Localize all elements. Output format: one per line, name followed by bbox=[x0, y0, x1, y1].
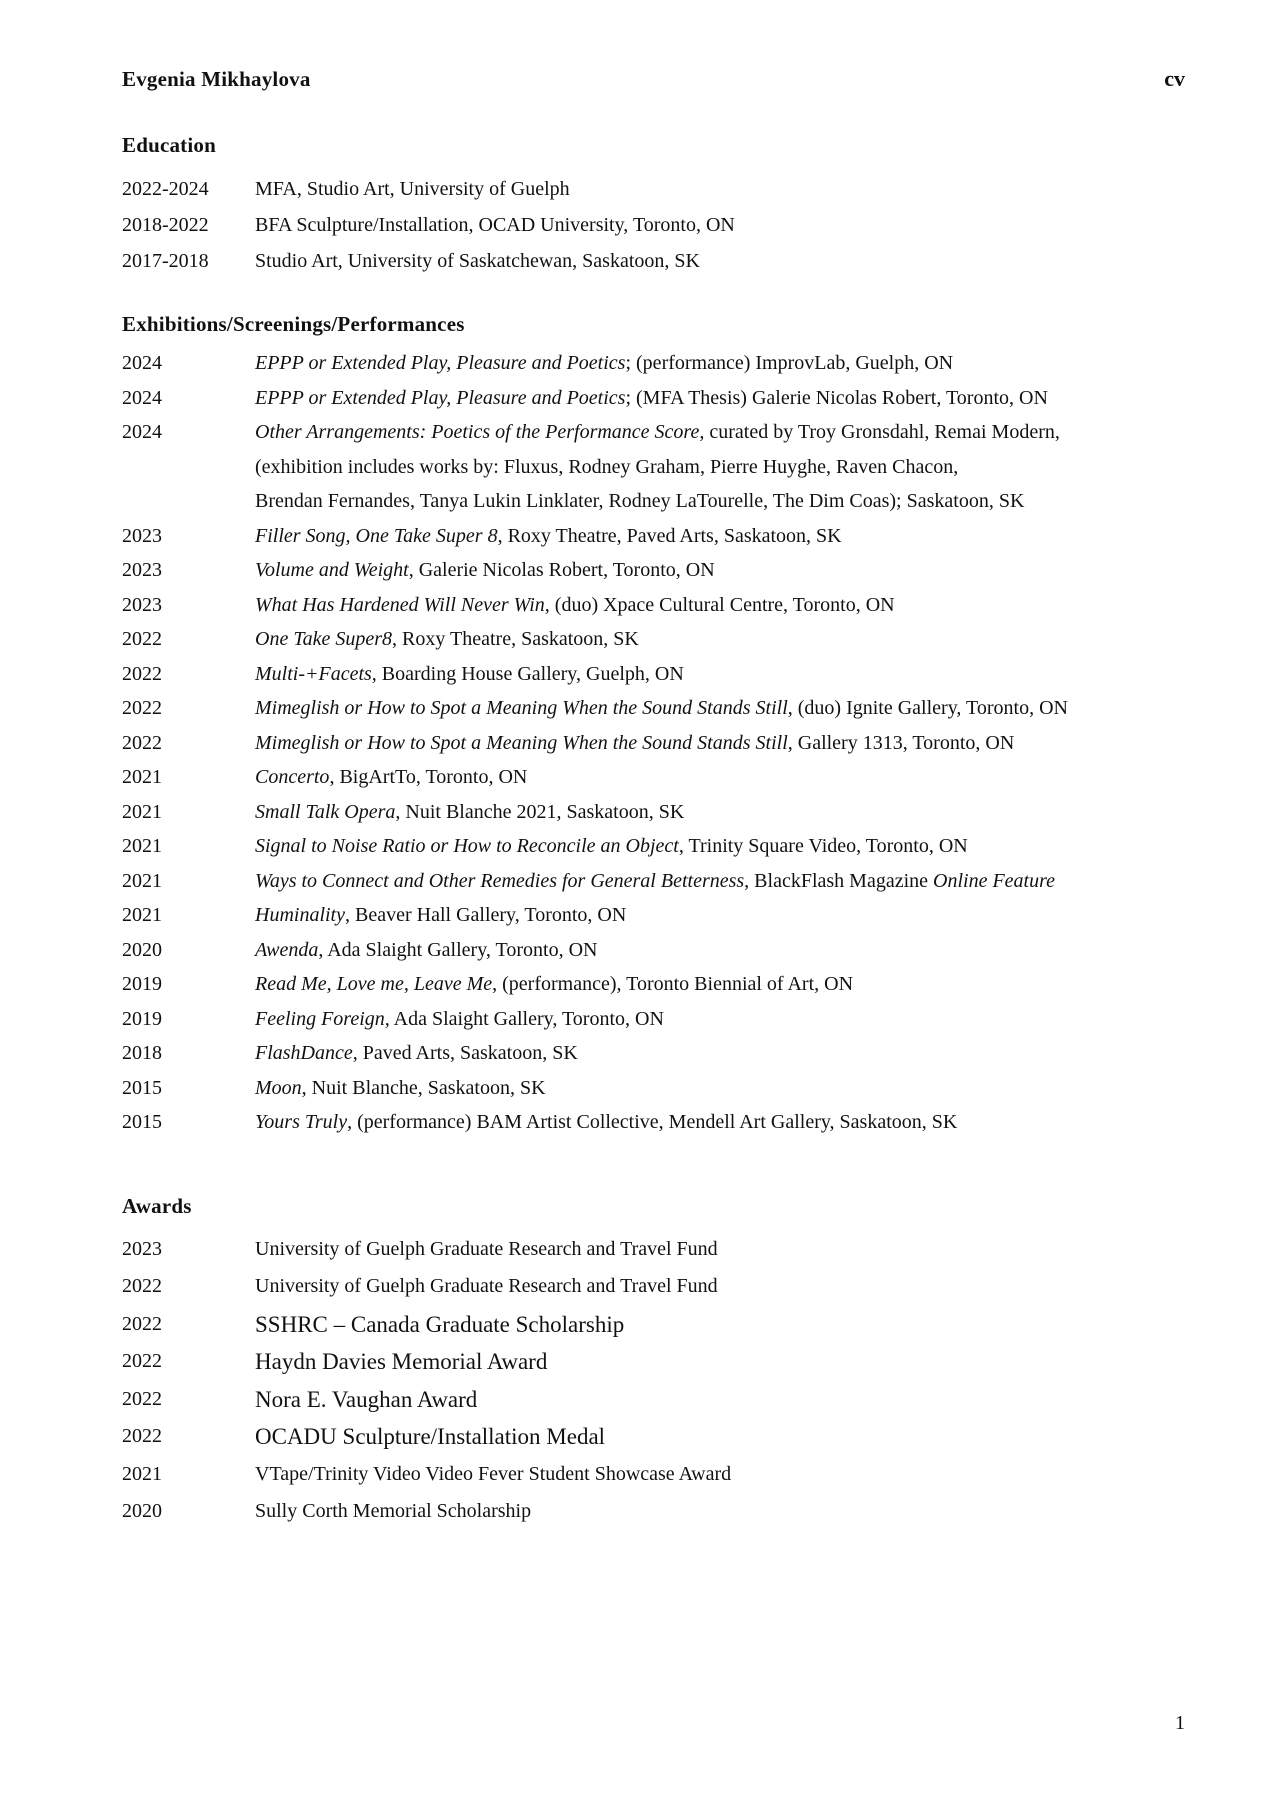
entry-row bbox=[122, 346, 1185, 381]
entry-line bbox=[255, 1231, 1185, 1269]
text-segment: , Roxy Theatre, Saskatoon, SK bbox=[392, 628, 639, 650]
entry-line bbox=[255, 415, 1185, 450]
entry-date: 2017-2018 bbox=[122, 250, 209, 272]
entry-line bbox=[255, 171, 1185, 207]
title-italic-segment: Mimeglish or How to Spot a Meaning When the Sound Stands Still bbox=[255, 697, 788, 719]
entry-date: 2024 bbox=[122, 386, 162, 409]
entry-line bbox=[255, 1456, 1185, 1494]
entry-content bbox=[255, 795, 1185, 830]
entry-row bbox=[122, 1231, 1185, 1269]
text-segment: , Roxy Theatre, Paved Arts, Saskatoon, SK bbox=[497, 524, 842, 547]
entry-date: 2022 bbox=[122, 1387, 162, 1410]
section-title: Education bbox=[122, 133, 216, 157]
entry-content bbox=[255, 1381, 1185, 1419]
title-italic-segment: Moon bbox=[255, 1076, 302, 1099]
text-segment: , (performance) BAM Artist Collective, Mendell Art Gallery, Saskatoon, SK bbox=[347, 1111, 958, 1133]
entry-row bbox=[122, 864, 1185, 899]
entry-content bbox=[255, 1071, 1185, 1106]
entry-content bbox=[255, 967, 1185, 1002]
entry-line bbox=[255, 967, 1185, 1002]
entry-row bbox=[122, 381, 1185, 416]
sections-container bbox=[122, 132, 1185, 1531]
entry-content bbox=[255, 1105, 1185, 1140]
entry-line bbox=[255, 1306, 1185, 1344]
text-segment: Sully Corth Memorial Scholarship bbox=[255, 1500, 532, 1522]
entry-line bbox=[255, 691, 1185, 726]
entry-content bbox=[255, 1231, 1185, 1269]
cv-label: cv bbox=[1164, 66, 1185, 91]
entry-content bbox=[255, 726, 1185, 761]
entry-date: 2021 bbox=[122, 766, 162, 788]
entry-row bbox=[122, 1306, 1185, 1344]
entry-line bbox=[255, 243, 1185, 279]
text-segment: Studio Art, University of Saskatchewan, Saskatoon, SK bbox=[255, 250, 700, 272]
entry-content bbox=[255, 829, 1185, 864]
entry-date: 2022 bbox=[122, 697, 162, 719]
text-segment: University of Guelph Graduate Research and Travel Fund bbox=[255, 1237, 718, 1260]
entry-content bbox=[255, 657, 1185, 692]
entry-content bbox=[255, 588, 1185, 623]
text-segment: University of Guelph Graduate Research and Travel Fund bbox=[255, 1275, 718, 1297]
entry-content bbox=[255, 1268, 1185, 1306]
entry-line bbox=[255, 207, 1185, 243]
entry-row bbox=[122, 1381, 1185, 1419]
entry-row bbox=[122, 1456, 1185, 1494]
entry-line bbox=[255, 760, 1185, 795]
entry-row bbox=[122, 967, 1185, 1002]
entry-row bbox=[122, 1343, 1185, 1381]
section-title: Awards bbox=[122, 1193, 192, 1218]
text-segment: , BlackFlash Magazine bbox=[744, 869, 934, 892]
entry-date: 2021 bbox=[122, 800, 162, 823]
entry-content bbox=[255, 760, 1185, 795]
text-segment: , (duo) Xpace Cultural Centre, Toronto, ON bbox=[544, 593, 895, 616]
text-segment: curated by Troy Gronsdahl, Remai Modern, bbox=[704, 421, 1060, 443]
entry-line bbox=[255, 1343, 1185, 1381]
entry-content bbox=[255, 346, 1185, 381]
title-italic-segment: What Has Hardened Will Never Win bbox=[255, 593, 545, 616]
entry-row bbox=[122, 657, 1185, 692]
title-italic-segment: Volume and Weight bbox=[255, 559, 409, 581]
title-italic-segment: Concerto bbox=[255, 766, 330, 788]
entry-row bbox=[122, 1036, 1185, 1071]
entry-content bbox=[255, 553, 1185, 588]
entry-line bbox=[255, 898, 1185, 933]
entry-date: 2022 bbox=[122, 1350, 162, 1372]
entry-line bbox=[255, 864, 1185, 899]
header bbox=[122, 66, 1185, 92]
entry-line bbox=[255, 1493, 1185, 1531]
entry-date: 2023 bbox=[122, 593, 162, 616]
entry-content bbox=[255, 1306, 1185, 1344]
title-italic-segment: Read Me, Love me, Leave Me bbox=[255, 973, 493, 995]
entry-date: 2020 bbox=[122, 938, 162, 961]
entry-content bbox=[255, 864, 1185, 899]
entry-content bbox=[255, 207, 1185, 243]
entry-content bbox=[255, 519, 1185, 554]
title-italic-segment: Multi-+Facets bbox=[255, 662, 372, 685]
entry-line bbox=[255, 450, 1185, 485]
entry-content bbox=[255, 898, 1185, 933]
text-segment: , Paved Arts, Saskatoon, SK bbox=[352, 1042, 578, 1064]
author-name: Evgenia Mikhaylova bbox=[122, 67, 311, 91]
entry-line bbox=[255, 484, 1185, 519]
entry-row bbox=[122, 760, 1185, 795]
entry-line bbox=[255, 795, 1185, 830]
entry-content bbox=[255, 622, 1185, 657]
text-segment: , (duo) Ignite Gallery, Toronto, ON bbox=[787, 697, 1068, 719]
entry-line bbox=[255, 1381, 1185, 1419]
text-segment: Haydn Davies Memorial Award bbox=[255, 1349, 548, 1374]
title-italic-segment: Signal to Noise Ratio or How to Reconcile an Object bbox=[255, 835, 679, 857]
entry-row bbox=[122, 1071, 1185, 1106]
entry-row bbox=[122, 1493, 1185, 1531]
entry-row bbox=[122, 553, 1185, 588]
title-italic-segment: Ways to Connect and Other Remedies for General Betterness bbox=[255, 869, 745, 892]
title-italic-segment: EPPP or Extended Play, Pleasure and Poetics bbox=[255, 386, 626, 409]
entry-date: 2019 bbox=[122, 973, 162, 995]
entry-content bbox=[255, 691, 1185, 726]
text-segment: Nora E. Vaughan Award bbox=[255, 1386, 478, 1412]
section-awards bbox=[122, 1193, 1185, 1531]
text-segment: OCADU Sculpture/Installation Medal bbox=[255, 1424, 606, 1449]
entry-content bbox=[255, 1036, 1185, 1071]
entry-date: 2021 bbox=[122, 1462, 162, 1485]
entry-content bbox=[255, 1493, 1185, 1531]
entry-row bbox=[122, 829, 1185, 864]
text-segment: , Boarding House Gallery, Guelph, ON bbox=[371, 662, 684, 685]
text-segment: SSHRC – Canada Graduate Scholarship bbox=[255, 1311, 625, 1337]
entry-date: 2022 bbox=[122, 662, 162, 685]
text-segment: ; (performance) ImprovLab, Guelph, ON bbox=[625, 352, 954, 374]
text-segment: ; (MFA Thesis) Galerie Nicolas Robert, Toronto, ON bbox=[625, 386, 1048, 409]
title-italic-segment: Online Feature bbox=[933, 869, 1056, 892]
entry-date: 2023 bbox=[122, 524, 162, 547]
entry-line bbox=[255, 1268, 1185, 1306]
entry-date: 2021 bbox=[122, 869, 162, 892]
entry-content bbox=[255, 1002, 1185, 1037]
text-segment: , Gallery 1313, Toronto, ON bbox=[787, 731, 1015, 754]
entry-row bbox=[122, 1105, 1185, 1140]
entry-row bbox=[122, 519, 1185, 554]
entry-row bbox=[122, 1268, 1185, 1306]
entry-line bbox=[255, 933, 1185, 968]
title-italic-segment: Other Arrangements: Poetics of the Performance Score, bbox=[255, 421, 705, 443]
entry-date: 2022 bbox=[122, 1275, 162, 1297]
entry-date: 2023 bbox=[122, 559, 162, 581]
entry-content bbox=[255, 1418, 1185, 1456]
entry-line bbox=[255, 1002, 1185, 1037]
entry-line bbox=[255, 1071, 1185, 1106]
entry-line bbox=[255, 588, 1185, 623]
text-segment: , BigArtTo, Toronto, ON bbox=[329, 766, 528, 788]
section-exhibitions bbox=[122, 311, 1185, 1140]
entry-line bbox=[255, 622, 1185, 657]
entry-date: 2024 bbox=[122, 352, 162, 374]
entry-content bbox=[255, 1456, 1185, 1494]
entry-date: 2018 bbox=[122, 1042, 162, 1064]
entry-line bbox=[255, 381, 1185, 416]
entry-row bbox=[122, 726, 1185, 761]
entry-line bbox=[255, 1105, 1185, 1140]
text-segment: MFA, Studio Art, University of Guelph bbox=[255, 178, 570, 200]
title-italic-segment: Filler Song, One Take Super 8 bbox=[255, 524, 498, 547]
entry-date: 2022 bbox=[122, 1312, 162, 1335]
entry-date: 2015 bbox=[122, 1111, 162, 1133]
text-segment: (exhibition includes works by: Fluxus, Rodney Graham, Pierre Huyghe, Raven Chacon, bbox=[255, 455, 959, 478]
entry-row bbox=[122, 933, 1185, 968]
entry-row bbox=[122, 622, 1185, 657]
entry-date: 2022 bbox=[122, 731, 162, 754]
title-italic-segment: EPPP or Extended Play, Pleasure and Poetics bbox=[255, 352, 626, 374]
entry-date: 2021 bbox=[122, 904, 162, 926]
entry-date: 2019 bbox=[122, 1007, 162, 1030]
entry-line bbox=[255, 519, 1185, 554]
title-italic-segment: Yours Truly bbox=[255, 1111, 348, 1133]
entry-date: 2020 bbox=[122, 1500, 162, 1522]
entry-date: 2021 bbox=[122, 835, 162, 857]
text-segment: , Ada Slaight Gallery, Toronto, ON bbox=[318, 938, 598, 961]
entry-line bbox=[255, 1036, 1185, 1071]
entry-date: 2015 bbox=[122, 1076, 162, 1099]
entry-content bbox=[255, 381, 1185, 416]
title-italic-segment: One Take Super8 bbox=[255, 628, 393, 650]
entry-line bbox=[255, 346, 1185, 381]
title-italic-segment: Small Talk Opera bbox=[255, 800, 396, 823]
entry-line bbox=[255, 657, 1185, 692]
text-segment: , Beaver Hall Gallery, Toronto, ON bbox=[345, 904, 627, 926]
entry-row bbox=[122, 898, 1185, 933]
text-segment: , Galerie Nicolas Robert, Toronto, ON bbox=[408, 559, 715, 581]
text-segment: , Trinity Square Video, Toronto, ON bbox=[678, 835, 968, 857]
title-italic-segment: Huminality bbox=[255, 904, 345, 926]
text-segment: BFA Sculpture/Installation, OCAD University, Toronto, ON bbox=[255, 214, 735, 236]
entry-content bbox=[255, 933, 1185, 968]
entry-line bbox=[255, 553, 1185, 588]
section-title: Exhibitions/Screenings/Performances bbox=[122, 312, 465, 336]
text-segment: , (performance), Toronto Biennial of Art, ON bbox=[492, 973, 854, 995]
entry-row bbox=[122, 243, 1185, 279]
section-education bbox=[122, 132, 1185, 279]
entry-content bbox=[255, 171, 1185, 207]
text-segment: Brendan Fernandes, Tanya Lukin Linklater, Rodney LaTourelle, The Dim Coas); Saskatoon, SK bbox=[255, 490, 1025, 512]
title-italic-segment: Awenda bbox=[255, 938, 319, 961]
text-segment: VTape/Trinity Video Video Fever Student Showcase Award bbox=[255, 1462, 732, 1485]
entry-line bbox=[255, 829, 1185, 864]
entry-row bbox=[122, 207, 1185, 243]
entry-content bbox=[255, 1343, 1185, 1381]
entry-date: 2024 bbox=[122, 421, 162, 443]
entry-row bbox=[122, 795, 1185, 830]
entry-row bbox=[122, 1002, 1185, 1037]
entry-row bbox=[122, 1418, 1185, 1456]
title-italic-segment: Feeling Foreign, bbox=[255, 1007, 390, 1030]
entry-row bbox=[122, 415, 1185, 519]
page-number: 1 bbox=[1175, 1712, 1185, 1734]
text-segment: , Nuit Blanche, Saskatoon, SK bbox=[301, 1076, 546, 1099]
text-segment: Ada Slaight Gallery, Toronto, ON bbox=[389, 1007, 664, 1030]
entry-row bbox=[122, 171, 1185, 207]
entry-content bbox=[255, 415, 1185, 519]
entry-row bbox=[122, 588, 1185, 623]
entry-date: 2022 bbox=[122, 1425, 162, 1447]
entry-date: 2023 bbox=[122, 1237, 162, 1260]
title-italic-segment: FlashDance bbox=[255, 1042, 353, 1064]
entry-row bbox=[122, 691, 1185, 726]
entry-date: 2022 bbox=[122, 628, 162, 650]
text-segment: , Nuit Blanche 2021, Saskatoon, SK bbox=[395, 800, 685, 823]
entry-date: 2018-2022 bbox=[122, 214, 209, 236]
entry-line bbox=[255, 1418, 1185, 1456]
entry-date: 2022-2024 bbox=[122, 178, 209, 200]
title-italic-segment: Mimeglish or How to Spot a Meaning When the Sound Stands Still bbox=[255, 731, 788, 754]
entry-content bbox=[255, 243, 1185, 279]
entry-line bbox=[255, 726, 1185, 761]
